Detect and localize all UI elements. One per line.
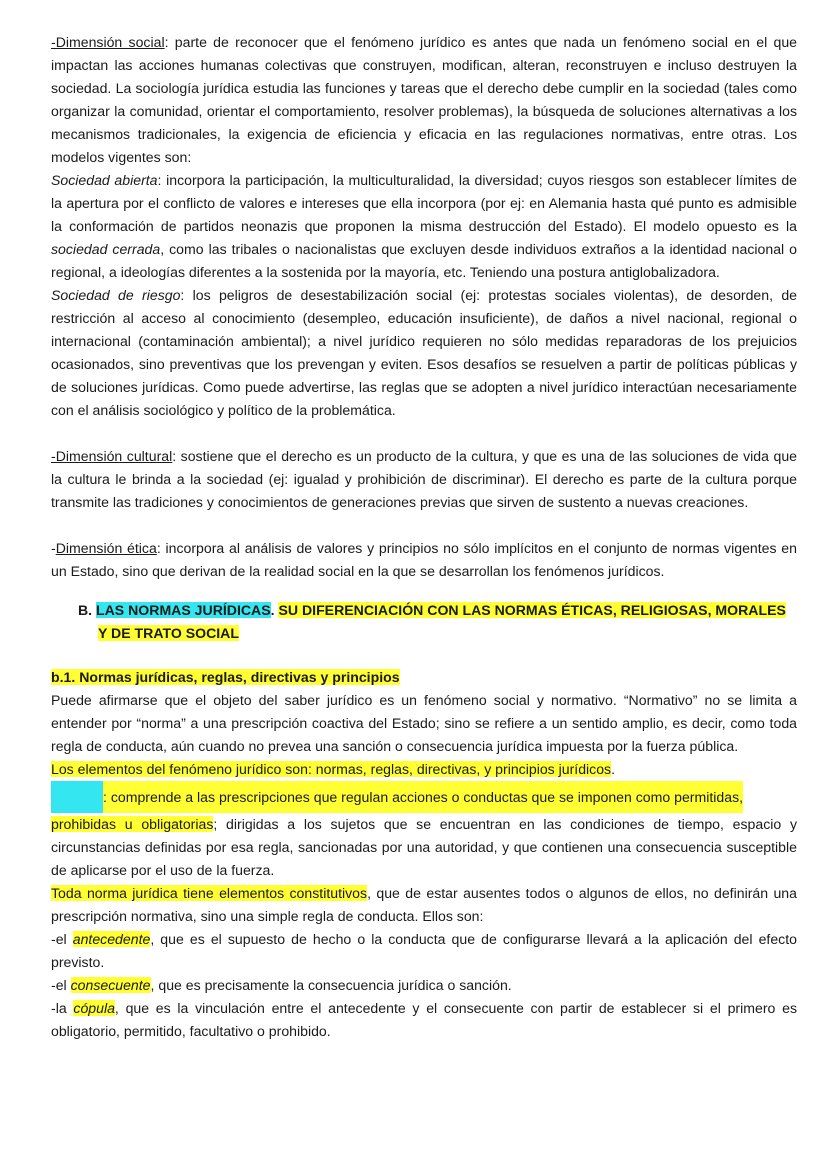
term-sociedad-cerrada: sociedad cerrada — [51, 241, 161, 257]
term-sociedad-riesgo: Sociedad de riesgo — [51, 287, 181, 303]
cyan-highlight-block — [51, 781, 103, 813]
heading-highlight-yellow: SU DIFERENCIACIÓN CON LAS NORMAS ÉTICAS, RELIGIOSAS, MORALES Y DE TRATO SOCIAL — [98, 602, 786, 641]
term-sociedad-abierta: Sociedad abierta — [51, 172, 158, 188]
list-item-copula: -la cópula, que es la vinculación entre el antecedente y el consecuente con partir de establecer si el primero es obligatorio, permitido, facultativo o prohibido. — [51, 1000, 797, 1039]
term-dimension-cultural: -Dimensión cultural — [51, 448, 173, 464]
paragraph-elementos: Los elementos del fenómeno jurídico son: normas, reglas, directivas, y principios jurídicos. — [51, 761, 616, 777]
paragraph-elementos-constitutivos: Toda norma jurídica tiene elementos constitutivos, que de estar ausentes todos o algunos de ellos, no definirán una prescripción normativa, sino una simple regla de conducta. Ellos son: — [51, 885, 797, 924]
paragraph-norma-definition: prohibidas u obligatorias; dirigidas a los sujetos que se encuentran en las condiciones de tiempo, espacio y circunstancias definidas por esa regla, sancionadas por una autoridad, y que contienen una consecuencia susceptible de aplicarse por el uso de la fuerza. — [51, 816, 797, 878]
paragraph-sociedad-riesgo: Sociedad de riesgo: los peligros de desestabilización social (ej: protestas sociales violentas), de desorden, de restricción al acceso al conocimiento (desempleo, educación insuficiente), de daños a nivel nacional, regional o internacional (contaminación ambiental); a nivel jurídico requieren no sólo medidas reparadoras de los prejuicios ocasionados, sino preventivas que los prevengan y eviten. Esos desafíos se resuelven a partir de políticas públicas y de soluciones jurídicas. Como puede advertirse, las reglas que se adopten a nivel jurídico interactúan necesariamente con el análisis sociológico y político de la problemática. — [51, 287, 797, 418]
term-copula: cópula — [73, 1000, 115, 1016]
term-antecedente: antecedente — [72, 931, 151, 947]
section-heading-b: B. LAS NORMAS JURÍDICAS. SU DIFERENCIACIÓN CON LAS NORMAS ÉTICAS, RELIGIOSAS, MORALES Y DE TRATO SOCIAL — [78, 602, 786, 641]
list-item-antecedente: -el antecedente, que es el supuesto de hecho o la conducta que de configurarse llevará a la aplicación del efecto previsto. — [51, 931, 797, 970]
heading-highlight-cyan: LAS NORMAS JURÍDICAS — [96, 602, 271, 618]
paragraph-dimension-cultural: -Dimensión cultural: sostiene que el derecho es un producto de la cultura, y que es una de las soluciones de vida que la cultura le brinda a la sociedad (ej: igualad y prohibición de discriminar). El derecho es parte de la cultura porque transmite las tradiciones y conocimientos de generaciones previas que sirven de sustento a nuevas creaciones. — [51, 448, 797, 510]
paragraph-sociedad-abierta: Sociedad abierta: incorpora la participación, la multiculturalidad, la diversidad; cuyos riesgos son establecer límites de la apertura por el conflicto de valores e intereses que ella incorpora (por ej: en Alemania hasta qué punto es admisible la conformación de partidos neonazis que proponen la misma destrucción del Estado). El modelo opuesto es la sociedad cerrada, como las tribales o nacionalistas que excluyen desde individuos extraños a la identidad nacional o regional, a ideologías diferentes a la sostenida por la mayoría, etc. Teniendo una postura antiglobalizadora. — [51, 172, 798, 280]
paragraph-dimension-etica: -Dimensión ética: incorpora al análisis de valores y principios no sólo implícitos en el conjunto de normas vigentes en un Estado, sino que derivan de la realidad social en la que se desarrollan los fenómenos jurídicos. — [51, 540, 797, 579]
term-dimension-etica: Dimensión ética — [55, 540, 157, 556]
norma-definition-first-line: : comprende a las prescripciones que regulan acciones o conductas que se imponen como permitidas, — [51, 781, 797, 813]
list-item-consecuente: -el consecuente, que es precisamente la consecuencia jurídica o sanción. — [51, 977, 512, 993]
term-dimension-social: -Dimensión social — [51, 34, 165, 50]
subheading-b1: b.1. Normas jurídicas, reglas, directivas y principios — [51, 669, 400, 685]
paragraph-objeto-saber: Puede afirmarse que el objeto del saber jurídico es un fenómeno social y normativo. “Normativo” no se limita a entender por “norma” a una prescripción coactiva del Estado; sino se refiere a un sentido amplio, es decir, como toda regla de conducta, aún cuando no prevea una sanción o consecuencia jurídica impuesta por la fuerza pública. — [51, 692, 797, 754]
paragraph-dimension-social: -Dimensión social: parte de reconocer que el fenómeno jurídico es antes que nada un fenómeno social en el que impactan las acciones humanas colectivas que construyen, modifican, alteran, reconstruyen e incluso destruyen la sociedad. La sociología jurídica estudia las funciones y tareas que el derecho debe cumplir en la sociedad (tales como organizar la comunidad, orientar el comportamiento, resolver problemas), la búsqueda de soluciones alternativas a los mecanismos tradicionales, la exigencia de eficiencia y eficacia en las regulaciones normativas, entre otras. Los modelos vigentes son: — [51, 34, 798, 165]
term-consecuente: consecuente — [70, 977, 151, 993]
highlight-elementos: Los elementos del fenómeno jurídico son: normas, reglas, directivas, y principios jurídicos — [51, 761, 612, 777]
